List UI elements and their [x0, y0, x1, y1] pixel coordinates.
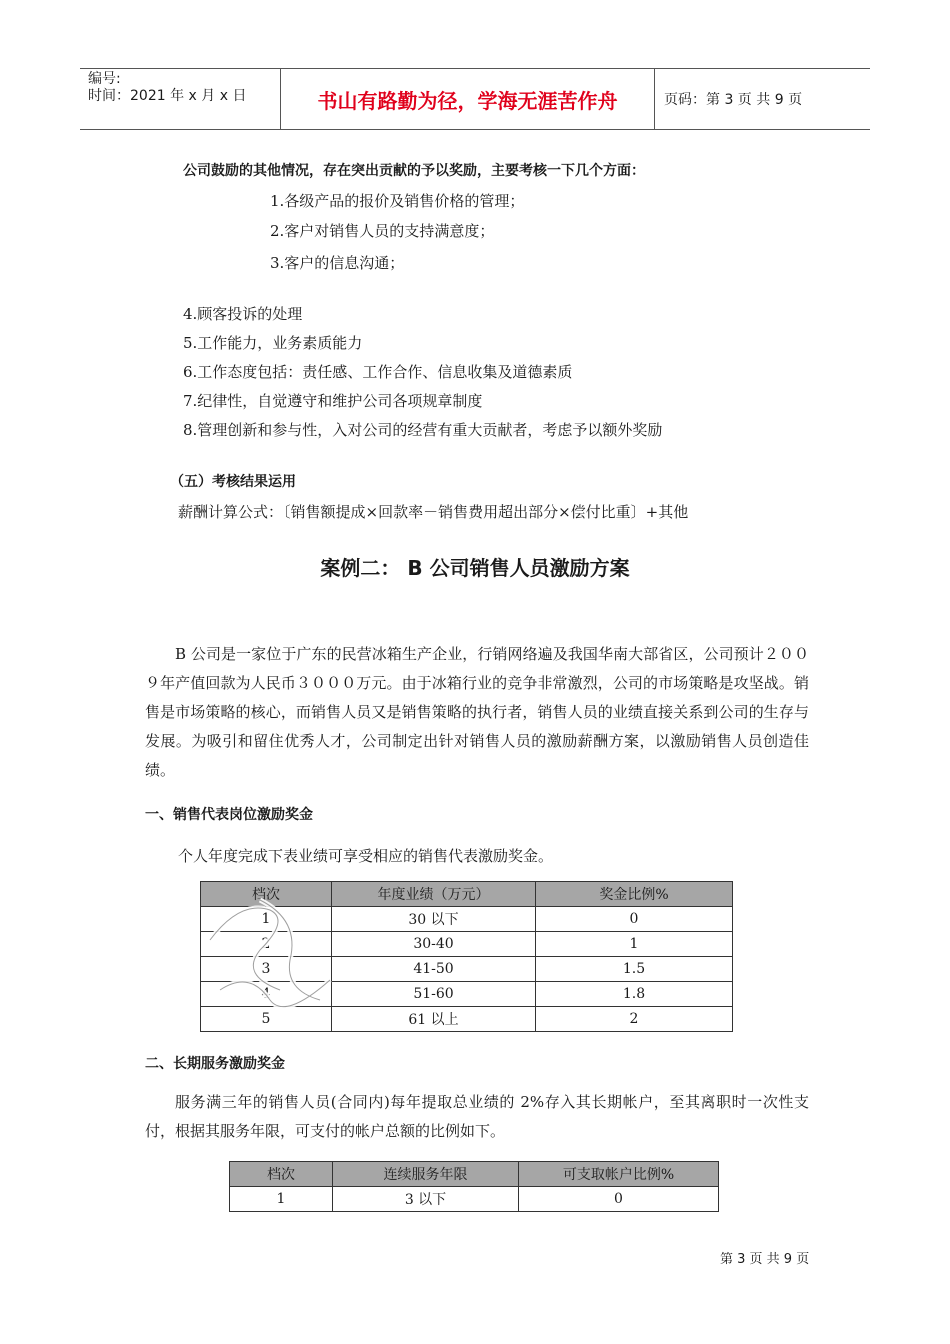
table-cell: 3 以下: [333, 1187, 519, 1212]
bonus2-heading: 二、长期服务激励奖金: [145, 1056, 285, 1072]
table-cell: 61 以上: [332, 1007, 536, 1032]
table-header-cell: 可支取帐户比例%: [519, 1162, 719, 1187]
table-cell: 1.8: [536, 982, 733, 1007]
doc-number-label: 编号:: [88, 71, 121, 87]
bonus1-table: [200, 881, 733, 1032]
table-row: [201, 932, 733, 957]
table-cell: 51-60: [332, 982, 536, 1007]
intro-item-3: 3.客户的信息沟通；: [270, 254, 405, 272]
table-row: [201, 982, 733, 1007]
table-row: [201, 907, 733, 932]
table-cell: 0: [536, 907, 733, 932]
salary-formula: 薪酬计算公式：〔销售额提成×回款率－销售费用超出部分×偿付比重〕+其他: [178, 503, 689, 521]
table-row: [201, 957, 733, 982]
bonus2-table: [229, 1161, 719, 1212]
case2-title: 案例二： B 公司销售人员激励方案: [320, 556, 630, 580]
intro-item-6: 6.工作态度包括：责任感、工作合作、信息收集及道德素质: [183, 363, 573, 381]
table-cell: 3: [201, 957, 332, 982]
table-header-cell: 档次: [230, 1162, 333, 1187]
intro-item-7: 7.纪律性，自觉遵守和维护公司各项规章制度: [183, 392, 483, 410]
header-meta: [80, 69, 281, 129]
table-cell: 1: [230, 1187, 333, 1212]
bonus1-desc: 个人年度完成下表业绩可享受相应的销售代表激励奖金。: [178, 847, 554, 865]
header-page-label: 页码：第 3 页 共 9 页: [664, 92, 803, 108]
table-cell: 1.5: [536, 957, 733, 982]
table-cell: 4: [201, 982, 332, 1007]
intro-item-5: 5.工作能力，业务素质能力: [183, 334, 363, 352]
page-footer: 第 3 页 共 9 页: [720, 1252, 810, 1267]
intro-item-4: 4.顾客投诉的处理: [183, 305, 303, 323]
table-header-row: [201, 882, 733, 907]
intro-item-8: 8.管理创新和参与性，入对公司的经营有重大贡献者，考虑予以额外奖励: [183, 421, 663, 439]
table-cell: 41-50: [332, 957, 536, 982]
table-header-cell: 档次: [201, 882, 332, 907]
header-motto: 书山有路勤为径，学海无涯苦作舟: [281, 69, 655, 129]
page-header: [80, 68, 870, 130]
intro-item-2: 2.客户对销售人员的支持满意度；: [270, 222, 495, 240]
bonus2-paragraph: 服务满三年的销售人员(合同内)每年提取总业绩的 2%存入其长期帐户，至其离职时一次性支付，根据其服务年限，可支付的帐户总额的比例如下。: [145, 1093, 809, 1140]
table-cell: 2: [536, 1007, 733, 1032]
intro-lead: 公司鼓励的其他情况，存在突出贡献的予以奖励，主要考核一下几个方面：: [183, 163, 645, 179]
table-row: [230, 1187, 719, 1212]
table-header-row: [230, 1162, 719, 1187]
doc-time-label: 时间：2021 年 x 月 x 日: [88, 88, 247, 104]
table-cell: 30-40: [332, 932, 536, 957]
case2-paragraph: B 公司是一家位于广东的民营冰箱生产企业，行销网络遍及我国华南大部省区，公司预计２００９年产值回款为人民币３０００万元。由于冰箱行业的竞争非常激烈，公司的市场策略是攻坚战。销售是市场策略的核心，而销售人员又是销售策略的执行者，销售人员的业绩直接关系到公司的生存与发展。为吸引和留住优秀人才，公司制定出针对销售人员的激励薪酬方案，以激励销售人员创造佳绩。: [145, 645, 809, 779]
section5-heading: （五）考核结果运用: [170, 474, 296, 490]
table-header-cell: 奖金比例%: [536, 882, 733, 907]
table-cell: 30 以下: [332, 907, 536, 932]
intro-item-1: 1.各级产品的报价及销售价格的管理；: [270, 192, 525, 210]
table-header-cell: 年度业绩（万元）: [332, 882, 536, 907]
table-cell: 1: [536, 932, 733, 957]
bonus1-heading: 一、销售代表岗位激励奖金: [145, 807, 313, 823]
table-row: [201, 1007, 733, 1032]
table-cell: 5: [201, 1007, 332, 1032]
table-cell: 0: [519, 1187, 719, 1212]
table-cell: 2: [201, 932, 332, 957]
table-header-cell: 连续服务年限: [333, 1162, 519, 1187]
table-cell: 1: [201, 907, 332, 932]
